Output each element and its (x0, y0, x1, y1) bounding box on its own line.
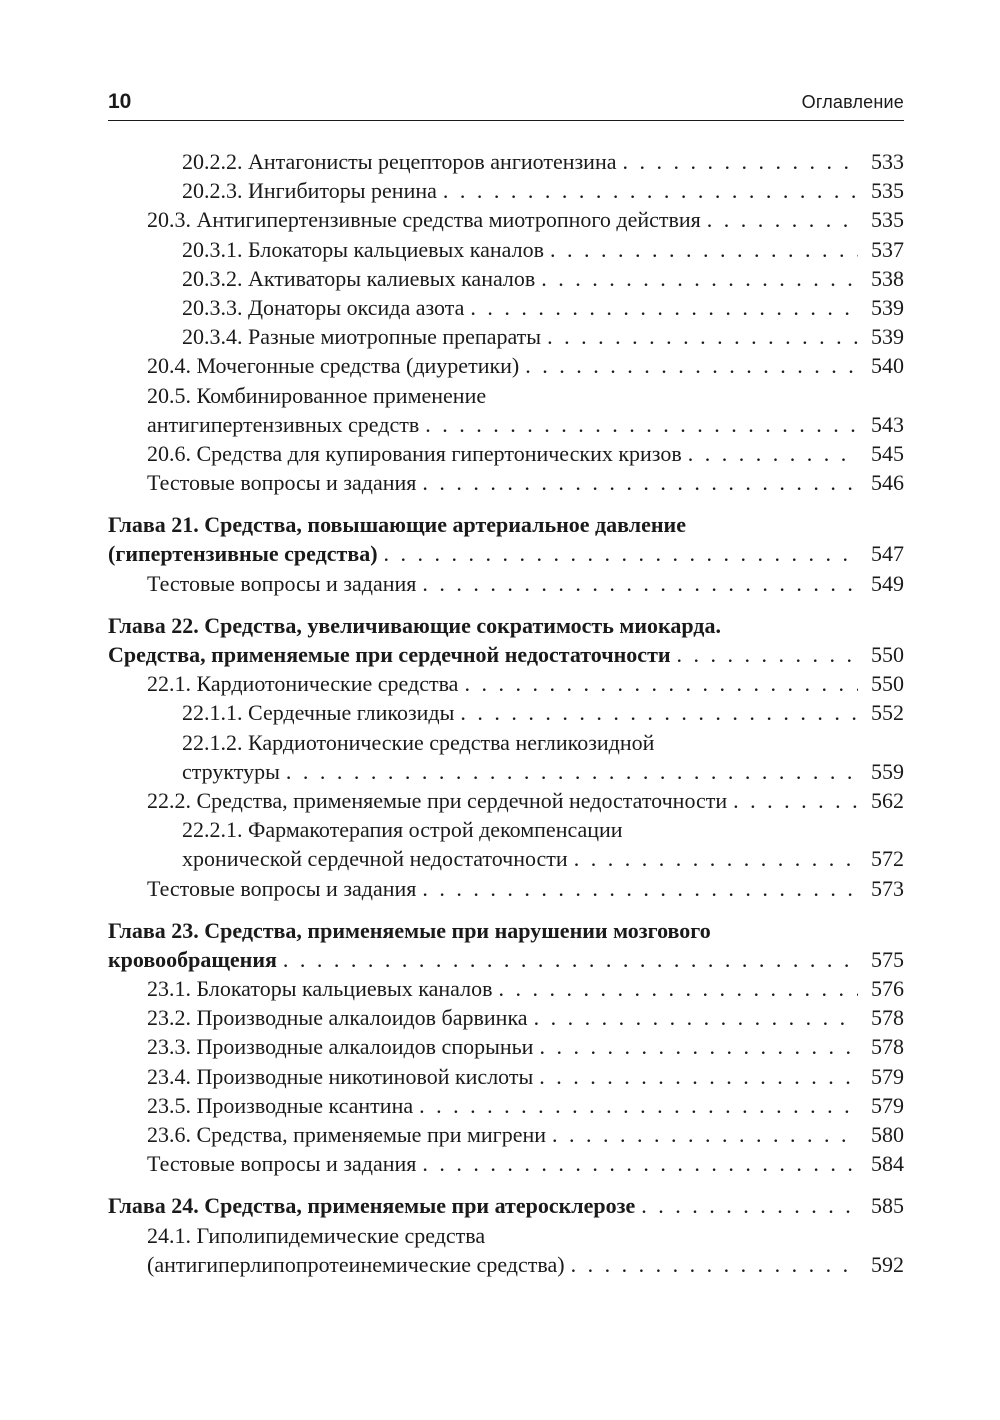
toc-entry-title: 20.3. Антигипертензивные средства миотропного действия (147, 207, 701, 233)
dot-leader (541, 264, 858, 293)
chapter-title: Глава 21. Средства, повышающие артериальное давление (108, 512, 686, 538)
toc-entry[interactable] (108, 468, 904, 497)
chapter-heading[interactable] (108, 539, 904, 568)
toc-entry-title-line[interactable] (108, 815, 904, 844)
toc-entry-page: 578 (871, 1034, 904, 1060)
chapter-heading-line[interactable] (108, 611, 904, 640)
toc-entry-title: Тестовые вопросы и задания (147, 1151, 417, 1177)
toc-entry-title: 23.2. Производные алкалоидов барвинка (147, 1005, 528, 1031)
toc-entry[interactable] (108, 322, 904, 351)
chapter-page: 585 (871, 1193, 904, 1219)
chapter-heading-line[interactable] (108, 510, 904, 539)
dot-leader (443, 176, 858, 205)
chapter-heading[interactable] (108, 1191, 904, 1220)
toc-entry-page: 549 (871, 570, 904, 596)
toc-entry-page: 543 (871, 411, 904, 437)
toc-entry-page: 539 (871, 324, 904, 350)
toc-entry[interactable] (108, 176, 904, 205)
toc-entry[interactable] (108, 1003, 904, 1032)
toc-entry-page: 580 (871, 1122, 904, 1147)
dot-leader (539, 1032, 858, 1061)
chapter-heading-line[interactable] (108, 916, 904, 945)
dot-leader (552, 1120, 858, 1149)
toc-entry-page: 537 (871, 236, 904, 262)
dot-leader (470, 293, 858, 322)
toc-entry-title: 20.2.2. Антагонисты рецепторов ангиотензина (182, 149, 617, 174)
dot-leader (571, 1250, 858, 1279)
toc-entry-title-line[interactable] (108, 1221, 904, 1250)
toc-entry-page: 579 (871, 1092, 904, 1118)
toc-entry[interactable] (108, 1149, 904, 1178)
chapter-page: 550 (871, 642, 904, 667)
toc-entry-page: 539 (871, 294, 904, 320)
dot-leader (707, 205, 858, 234)
toc-entry-title: 20.4. Мочегонные средства (диуретики) (147, 353, 520, 379)
toc-entry[interactable] (108, 698, 904, 727)
toc-entry[interactable] (108, 786, 904, 815)
toc-entry-page: 576 (871, 976, 904, 1002)
toc-entry-title-cont: антигипертензивных средств (147, 411, 420, 437)
dot-leader (460, 698, 858, 727)
dot-leader (419, 1091, 858, 1120)
toc-entry-page: 584 (871, 1151, 904, 1177)
toc-entry-title: 23.3. Производные алкалоидов спорыньи (147, 1034, 534, 1060)
chapter-page: 547 (871, 541, 904, 567)
toc-entry-title: 22.1.1. Сердечные гликозиды (182, 700, 455, 726)
toc-entry-page: 573 (871, 875, 904, 901)
toc-entry[interactable] (108, 1062, 904, 1091)
toc-entry-title-cont: структуры (182, 758, 280, 784)
toc-entry-title: 20.5. Комбинированное применение (147, 382, 487, 408)
toc-entry[interactable] (108, 757, 904, 786)
toc-entry[interactable] (108, 205, 904, 234)
toc-entry-title: 22.2. Средства, применяемые при сердечной недостаточности (147, 787, 728, 813)
toc-entry-title: 22.1. Кардиотонические средства (147, 671, 459, 697)
dot-leader (733, 786, 858, 815)
toc-entry[interactable] (108, 351, 904, 380)
toc-entry-page: 538 (871, 265, 904, 291)
toc-entry-page: 535 (871, 178, 904, 204)
toc-entry-page: 540 (871, 353, 904, 379)
toc-entry-page: 562 (871, 787, 904, 813)
dot-leader (422, 1149, 858, 1178)
chapter-page: 575 (871, 946, 904, 972)
toc-entry-title: 23.6. Средства, применяемые при мигрени (147, 1122, 547, 1147)
toc-entry-title: 20.3.4. Разные миотропные препараты (182, 324, 542, 350)
toc-entry-page: 535 (871, 207, 904, 233)
toc-entry[interactable] (108, 147, 904, 176)
toc-entry-page: 545 (871, 440, 904, 466)
toc-entry-page: 592 (871, 1251, 904, 1277)
toc-entry-page: 533 (871, 149, 904, 174)
dot-leader (547, 322, 858, 351)
dot-leader (534, 1003, 858, 1032)
toc-entry-page: 559 (871, 758, 904, 784)
dot-leader (283, 945, 858, 974)
toc-entry[interactable] (108, 235, 904, 264)
toc-entry-page: 552 (871, 700, 904, 726)
toc-entry[interactable] (108, 974, 904, 1003)
page-number: 10 (108, 90, 132, 113)
toc-entry-page: 578 (871, 1005, 904, 1031)
dot-leader (384, 539, 858, 568)
dot-leader (422, 569, 858, 598)
toc-entry-title: 23.1. Блокаторы кальциевых каналов (147, 976, 493, 1002)
dot-leader (574, 844, 858, 873)
toc-entry[interactable] (108, 1120, 904, 1149)
toc-entry-title-line[interactable] (108, 381, 904, 410)
dot-leader (539, 1062, 858, 1091)
toc-entry[interactable] (108, 439, 904, 468)
toc-entry-title: 23.5. Производные ксантина (147, 1092, 414, 1118)
toc-entry[interactable] (108, 264, 904, 293)
toc-entry-page: 546 (871, 470, 904, 496)
toc-entry-title: Тестовые вопросы и задания (147, 875, 417, 901)
dot-leader (286, 757, 858, 786)
toc-entry-title: 20.3.1. Блокаторы кальциевых каналов (182, 236, 545, 262)
toc-entry-title: 20.3.3. Донаторы оксида азота (182, 294, 465, 320)
dot-leader (422, 874, 858, 903)
dot-leader (464, 669, 858, 698)
toc-entry-title: 20.6. Средства для купирования гипертонических кризов (147, 440, 682, 466)
toc-entry[interactable] (108, 669, 904, 698)
dot-leader (550, 235, 858, 264)
toc-entry[interactable] (108, 1032, 904, 1061)
toc-entry-title: Тестовые вопросы и задания (147, 570, 417, 596)
chapter-title-cont: (гипертензивные средства) (108, 541, 378, 567)
toc-entry[interactable] (108, 293, 904, 322)
dot-leader (425, 410, 858, 439)
dot-leader (499, 974, 858, 1003)
toc-entry-title: 22.2.1. Фармакотерапия острой декомпенсации (182, 817, 623, 843)
toc-entry-title-cont: хронической сердечной недостаточности (182, 846, 568, 872)
toc-entry-page: 579 (871, 1063, 904, 1089)
chapter-title: Глава 24. Средства, применяемые при атеросклерозе (108, 1193, 636, 1219)
dot-leader (525, 351, 858, 380)
toc-entry[interactable] (108, 1250, 904, 1279)
toc-entry[interactable] (108, 874, 904, 903)
toc-entry-title: 20.2.3. Ингибиторы ренина (182, 178, 437, 204)
chapter-title-cont: кровообращения (108, 946, 277, 972)
toc-entry-title-cont: (антигиперлипопротеинемические средства) (147, 1251, 565, 1277)
table-of-contents (108, 147, 904, 1279)
toc-entry-title: 23.4. Производные никотиновой кислоты (147, 1063, 534, 1089)
toc-entry-page: 572 (871, 846, 904, 872)
toc-entry[interactable] (108, 1091, 904, 1120)
chapter-heading[interactable] (108, 945, 904, 974)
toc-entry[interactable] (108, 844, 904, 873)
toc-entry-title-line[interactable] (108, 728, 904, 757)
toc-entry-page: 550 (871, 671, 904, 697)
dot-leader (641, 1191, 858, 1220)
page-header (108, 88, 904, 121)
dot-leader (422, 468, 858, 497)
running-head: Оглавление (801, 92, 904, 112)
dot-leader (677, 640, 858, 669)
toc-entry[interactable] (108, 410, 904, 439)
toc-entry-title: 20.3.2. Активаторы калиевых каналов (182, 265, 536, 291)
toc-entry-title: 24.1. Гиполипидемические средства (147, 1222, 486, 1248)
toc-entry-title: Тестовые вопросы и задания (147, 470, 417, 496)
toc-entry-title: 22.1.2. Кардиотонические средства негликозидной (182, 729, 655, 755)
chapter-title: Глава 23. Средства, применяемые при нарушении мозгового (108, 917, 711, 943)
chapter-heading[interactable] (108, 640, 904, 669)
dot-leader (688, 439, 858, 468)
toc-entry[interactable] (108, 569, 904, 598)
chapter-title-cont: Средства, применяемые при сердечной недостаточности (108, 642, 671, 667)
chapter-title: Глава 22. Средства, увеличивающие сократимость миокарда. (108, 612, 721, 638)
dot-leader (622, 147, 858, 176)
